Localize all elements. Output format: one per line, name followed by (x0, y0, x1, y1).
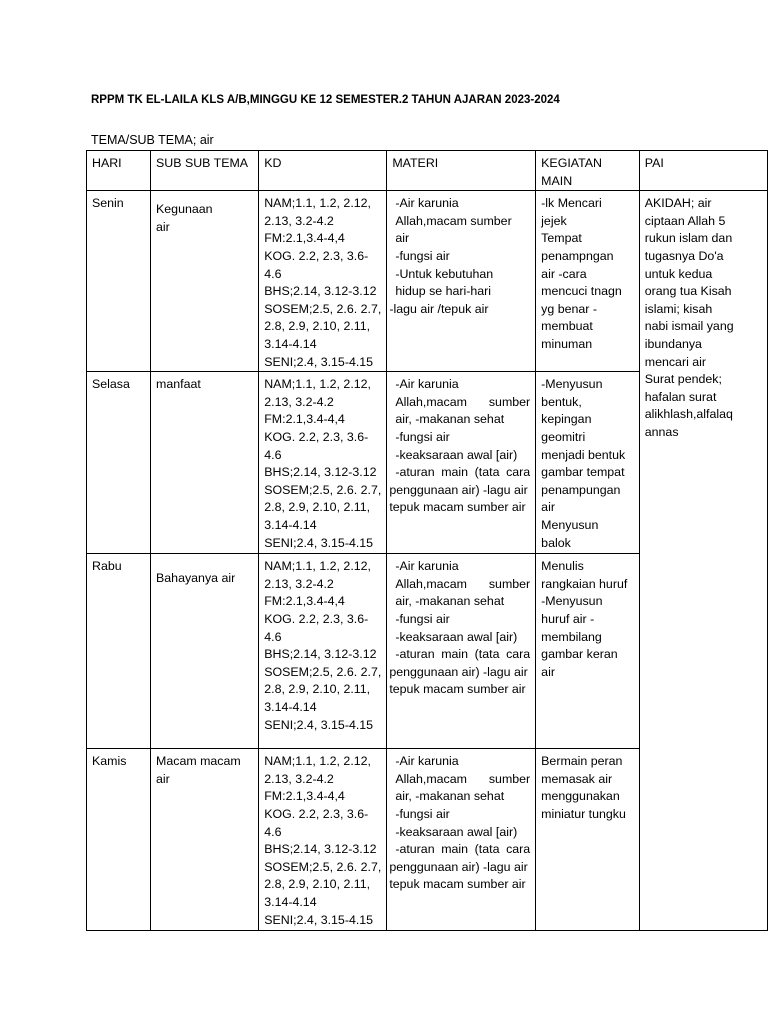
materi-line: Allah,macam sumber (395, 771, 531, 786)
kd-line: 3.14-4.14 (264, 336, 317, 351)
kd-line: BHS;2.14, 3.12-3.12 (264, 842, 377, 857)
kegiatan-line: -lk Mencari (541, 196, 602, 211)
kd-line: 2.8, 2.9, 2.10, 2.11, (264, 500, 371, 515)
sub-tema-cell (151, 554, 259, 749)
kd-line: 3.14-4.14 (264, 894, 317, 909)
header-pai: PAI (639, 151, 767, 191)
kegiatan-cell (536, 749, 640, 931)
materi-line: -lagu air /tepuk air (389, 301, 489, 316)
kd-line: KOG. 2.2, 2.3, 3.6- (264, 429, 369, 444)
kegiatan-line: kepingan (541, 412, 592, 427)
sub-tema-cell (151, 372, 259, 554)
materi-line: -keaksaraan awal [air) (395, 629, 518, 644)
sub-tema-cell (151, 749, 259, 931)
materi-line: Allah,macam sumber (395, 576, 531, 591)
kegiatan-line: gambar tempat (541, 465, 625, 480)
header-sub-sub-tema: SUB SUB TEMA (151, 151, 259, 191)
pai-line: rukun islam dan (644, 231, 733, 246)
materi-line: -fungsi air (395, 429, 450, 444)
materi-line: -aturan main (tata cara (395, 647, 531, 662)
rppm-table (86, 150, 768, 931)
sub-tema-line: air (156, 771, 170, 786)
materi-line: -aturan main (tata cara (395, 842, 531, 857)
kd-line: KOG. 2.2, 2.3, 3.6- (264, 611, 369, 626)
kd-line: BHS;2.14, 3.12-3.12 (264, 647, 377, 662)
kegiatan-line: Tempat (541, 231, 582, 246)
kd-line: NAM;1.1, 1.2, 2.12, (264, 559, 371, 574)
materi-line: -Air karunia (395, 754, 459, 769)
materi-line: penggunaan air) -lagu air (389, 482, 528, 497)
kegiatan-line: minuman (541, 336, 593, 351)
pai-line: orang tua Kisah (644, 284, 732, 299)
materi-line: air, -makanan sehat (395, 594, 505, 609)
kd-line: FM:2.1,3.4-4,4 (264, 412, 345, 427)
header-hari: HARI (87, 151, 151, 191)
pai-line: AKIDAH; air (644, 196, 712, 211)
materi-line: -keaksaraan awal [air) (395, 824, 518, 839)
kd-line: NAM;1.1, 1.2, 2.12, (264, 377, 371, 392)
header-materi: MATERI (387, 151, 536, 191)
materi-cell (387, 372, 536, 554)
pai-line: mencari air (644, 354, 707, 369)
theme-line: TEMA/SUB TEMA; air (91, 133, 214, 147)
kegiatan-line: air (541, 664, 555, 679)
kegiatan-line: memasak air (541, 771, 613, 786)
kegiatan-line: membuat (541, 319, 593, 334)
materi-line: penggunaan air) -lagu air (389, 664, 528, 679)
kd-line: KOG. 2.2, 2.3, 3.6- (264, 806, 369, 821)
pai-line: alikhlash,alfalaq (644, 407, 733, 422)
kd-line: NAM;1.1, 1.2, 2.12, (264, 196, 371, 211)
kegiatan-line: mencuci tnagn (541, 284, 622, 299)
materi-line: tepuk macam sumber air (389, 682, 526, 697)
kd-line: KOG. 2.2, 2.3, 3.6- (264, 248, 369, 263)
pai-cell (639, 191, 767, 931)
kd-line: BHS;2.14, 3.12-3.12 (264, 465, 377, 480)
pai-line: Surat pendek; (644, 372, 722, 387)
kegiatan-line: -Menyusun (541, 594, 603, 609)
kegiatan-line: balok (541, 535, 571, 550)
kd-line: 3.14-4.14 (264, 699, 317, 714)
kd-line: SOSEM;2.5, 2.6. 2.7, (264, 301, 382, 316)
header-kd: KD (259, 151, 387, 191)
kegiatan-line: huruf air - (541, 611, 595, 626)
materi-cell (387, 749, 536, 931)
hari-cell: Rabu (87, 554, 151, 749)
kd-line: 4.6 (264, 447, 282, 462)
pai-line: annas (644, 424, 679, 439)
kd-cell (259, 372, 387, 554)
kd-cell (259, 191, 387, 372)
hari-cell: Kamis (87, 749, 151, 931)
materi-line: hidup se hari-hari (395, 284, 492, 299)
kegiatan-line: menjadi bentuk (541, 447, 626, 462)
kegiatan-line: Menulis (541, 559, 584, 574)
kd-line: 4.6 (264, 266, 282, 281)
kegiatan-line: rangkaian huruf (541, 576, 628, 591)
materi-line: penggunaan air) -lagu air (389, 859, 528, 874)
kegiatan-line: bentuk, (541, 394, 582, 409)
sub-tema-line: Kegunaan (156, 202, 213, 217)
kegiatan-line: jejek (541, 213, 567, 228)
pai-line: untuk kedua (644, 266, 713, 281)
kegiatan-line: penampungan (541, 482, 621, 497)
kegiatan-line: geomitri (541, 429, 586, 444)
kd-line: SENI;2.4, 3.15-4.15 (264, 912, 374, 927)
header-kegiatan-main: KEGIATAN MAIN (536, 151, 640, 191)
sub-tema-line: Bahayanya air (156, 571, 236, 586)
kegiatan-line: Menyusun (541, 517, 599, 532)
kegiatan-cell (536, 554, 640, 749)
kd-line: SOSEM;2.5, 2.6. 2.7, (264, 664, 382, 679)
kd-line: 2.13, 3.2-4.2 (264, 394, 334, 409)
kegiatan-cell (536, 191, 640, 372)
kegiatan-line: miniatur tungku (541, 806, 626, 821)
kd-line: BHS;2.14, 3.12-3.12 (264, 284, 377, 299)
kd-cell (259, 749, 387, 931)
sub-tema-line: air (156, 219, 170, 234)
materi-line: -Untuk kebutuhan (395, 266, 494, 281)
materi-line: tepuk macam sumber air (389, 500, 526, 515)
kd-line: 2.8, 2.9, 2.10, 2.11, (264, 319, 371, 334)
hari-cell: Senin (87, 191, 151, 372)
kegiatan-line: membilang (541, 629, 602, 644)
kegiatan-line: menggunakan (541, 789, 620, 804)
hari-cell: Selasa (87, 372, 151, 554)
kd-cell (259, 554, 387, 749)
materi-line: air (395, 231, 410, 246)
kd-line: SOSEM;2.5, 2.6. 2.7, (264, 859, 382, 874)
kd-line: SENI;2.4, 3.15-4.15 (264, 717, 374, 732)
kegiatan-line: gambar keran (541, 647, 618, 662)
materi-line: -fungsi air (395, 611, 450, 626)
kegiatan-line: air -cara (541, 266, 587, 281)
sub-tema-line: manfaat (156, 377, 201, 392)
materi-line: -Air karunia (395, 559, 459, 574)
kd-line: 4.6 (264, 629, 282, 644)
kd-line: 2.13, 3.2-4.2 (264, 576, 334, 591)
kegiatan-line: Bermain peran (541, 754, 623, 769)
kd-line: FM:2.1,3.4-4,4 (264, 789, 345, 804)
pai-line: ibundanya (644, 336, 702, 351)
materi-line: Allah,macam sumber (395, 394, 531, 409)
materi-line: -aturan main (tata cara (395, 465, 531, 480)
materi-cell (387, 554, 536, 749)
pai-line: nabi ismail yang (644, 319, 734, 334)
kd-line: SENI;2.4, 3.15-4.15 (264, 535, 374, 550)
pai-line: tugasnya Do'a (644, 248, 724, 263)
table-row (87, 191, 768, 372)
kd-line: SOSEM;2.5, 2.6. 2.7, (264, 482, 382, 497)
kd-line: 3.14-4.14 (264, 517, 317, 532)
materi-line: Allah,macam sumber (395, 213, 512, 228)
materi-line: -fungsi air (395, 806, 450, 821)
kegiatan-cell (536, 372, 640, 554)
kd-line: SENI;2.4, 3.15-4.15 (264, 354, 374, 369)
materi-line: -Air karunia (395, 377, 459, 392)
kegiatan-line: penampngan (541, 248, 614, 263)
kd-line: 4.6 (264, 824, 282, 839)
pai-line: ciptaan Allah 5 (644, 213, 726, 228)
materi-line: air, -makanan sehat (395, 789, 505, 804)
kegiatan-line: air (541, 500, 555, 515)
table-header-row (87, 151, 768, 191)
materi-line: air, -makanan sehat (395, 412, 505, 427)
sub-tema-line: Macam macam (156, 754, 241, 769)
kegiatan-line: -Menyusun (541, 377, 603, 392)
materi-line: -keaksaraan awal [air) (395, 447, 518, 462)
kd-line: 2.8, 2.9, 2.10, 2.11, (264, 877, 371, 892)
materi-line: tepuk macam sumber air (389, 877, 526, 892)
kd-line: 2.13, 3.2-4.2 (264, 771, 334, 786)
kegiatan-line: yg benar - (541, 301, 597, 316)
sub-tema-cell (151, 191, 259, 372)
document-title: RPPM TK EL-LAILA KLS A/B,MINGGU KE 12 SEMESTER.2 TAHUN AJARAN 2023-2024 (91, 94, 560, 106)
kd-line: 2.8, 2.9, 2.10, 2.11, (264, 682, 371, 697)
pai-line: islami; kisah (644, 301, 713, 316)
kd-line: NAM;1.1, 1.2, 2.12, (264, 754, 371, 769)
kd-line: 2.13, 3.2-4.2 (264, 213, 334, 228)
materi-cell (387, 191, 536, 372)
kd-line: FM:2.1,3.4-4,4 (264, 231, 345, 246)
materi-line: -Air karunia (395, 196, 459, 211)
kd-line: FM:2.1,3.4-4,4 (264, 594, 345, 609)
pai-line: hafalan surat (644, 389, 717, 404)
materi-line: -fungsi air (395, 248, 450, 263)
